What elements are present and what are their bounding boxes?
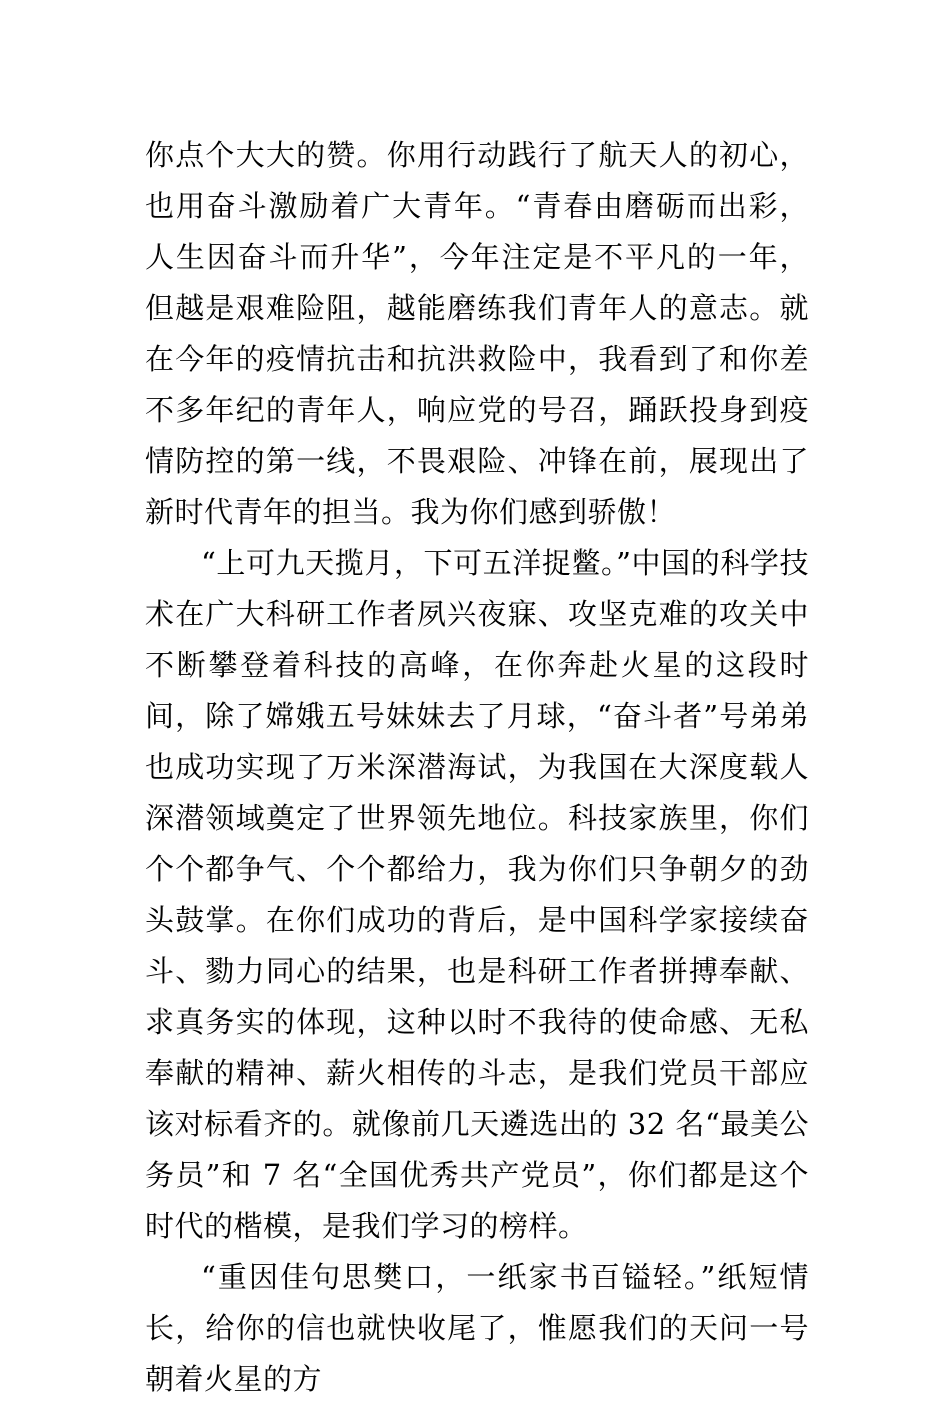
paragraph-1: 你点个大大的赞。你用行动践行了航天人的初心，也用奋斗激励着广大青年。“青春由磨砺而出彩，人生因奋斗而升华”，今年注定是不平凡的一年，但越是艰难险阻，越能磨练我们青年人的意志。就在今年的疫情抗击和抗洪救险中，我看到了和你差不多年纪的青年人，响应党的号召，踊跃投身到疫情防控的第一线，不畏艰险、冲锋在前，展现出了新时代青年的担当。我为你们感到骄傲！: [145, 138, 809, 529]
paragraph-3: “重因佳句思樊口，一纸家书百镒轻。”纸短情长，给你的信也就快收尾了，惟愿我们的天问一号朝着火星的方: [145, 1260, 809, 1396]
document-body: [145, 130, 809, 1405]
paragraph-2: “上可九天揽月，下可五洋捉鳖。”中国的科学技术在广大科研工作者夙兴夜寐、攻坚克难的攻关中不断攀登着科技的高峰，在你奔赴火星的这段时间，除了嫦娥五号妹妹去了月球，“奋斗者”号弟弟也成功实现了万米深潜海试，为我国在大深度载人深潜领域奠定了世界领先地位。科技家族里，你们个个都争气、个个都给力，我为你们只争朝夕的劲头鼓掌。在你们成功的背后，是中国科学家接续奋斗、勠力同心的结果，也是科研工作者拼搏奉献、求真务实的体现，这种以时不我待的使命感、无私奉献的精神、薪火相传的斗志，是我们党员干部应该对标看齐的。就像前几天遴选出的 32 名“最美公务员”和 7 名“全国优秀共产党员”，你们都是这个时代的楷模，是我们学习的榜样。: [145, 546, 809, 1243]
